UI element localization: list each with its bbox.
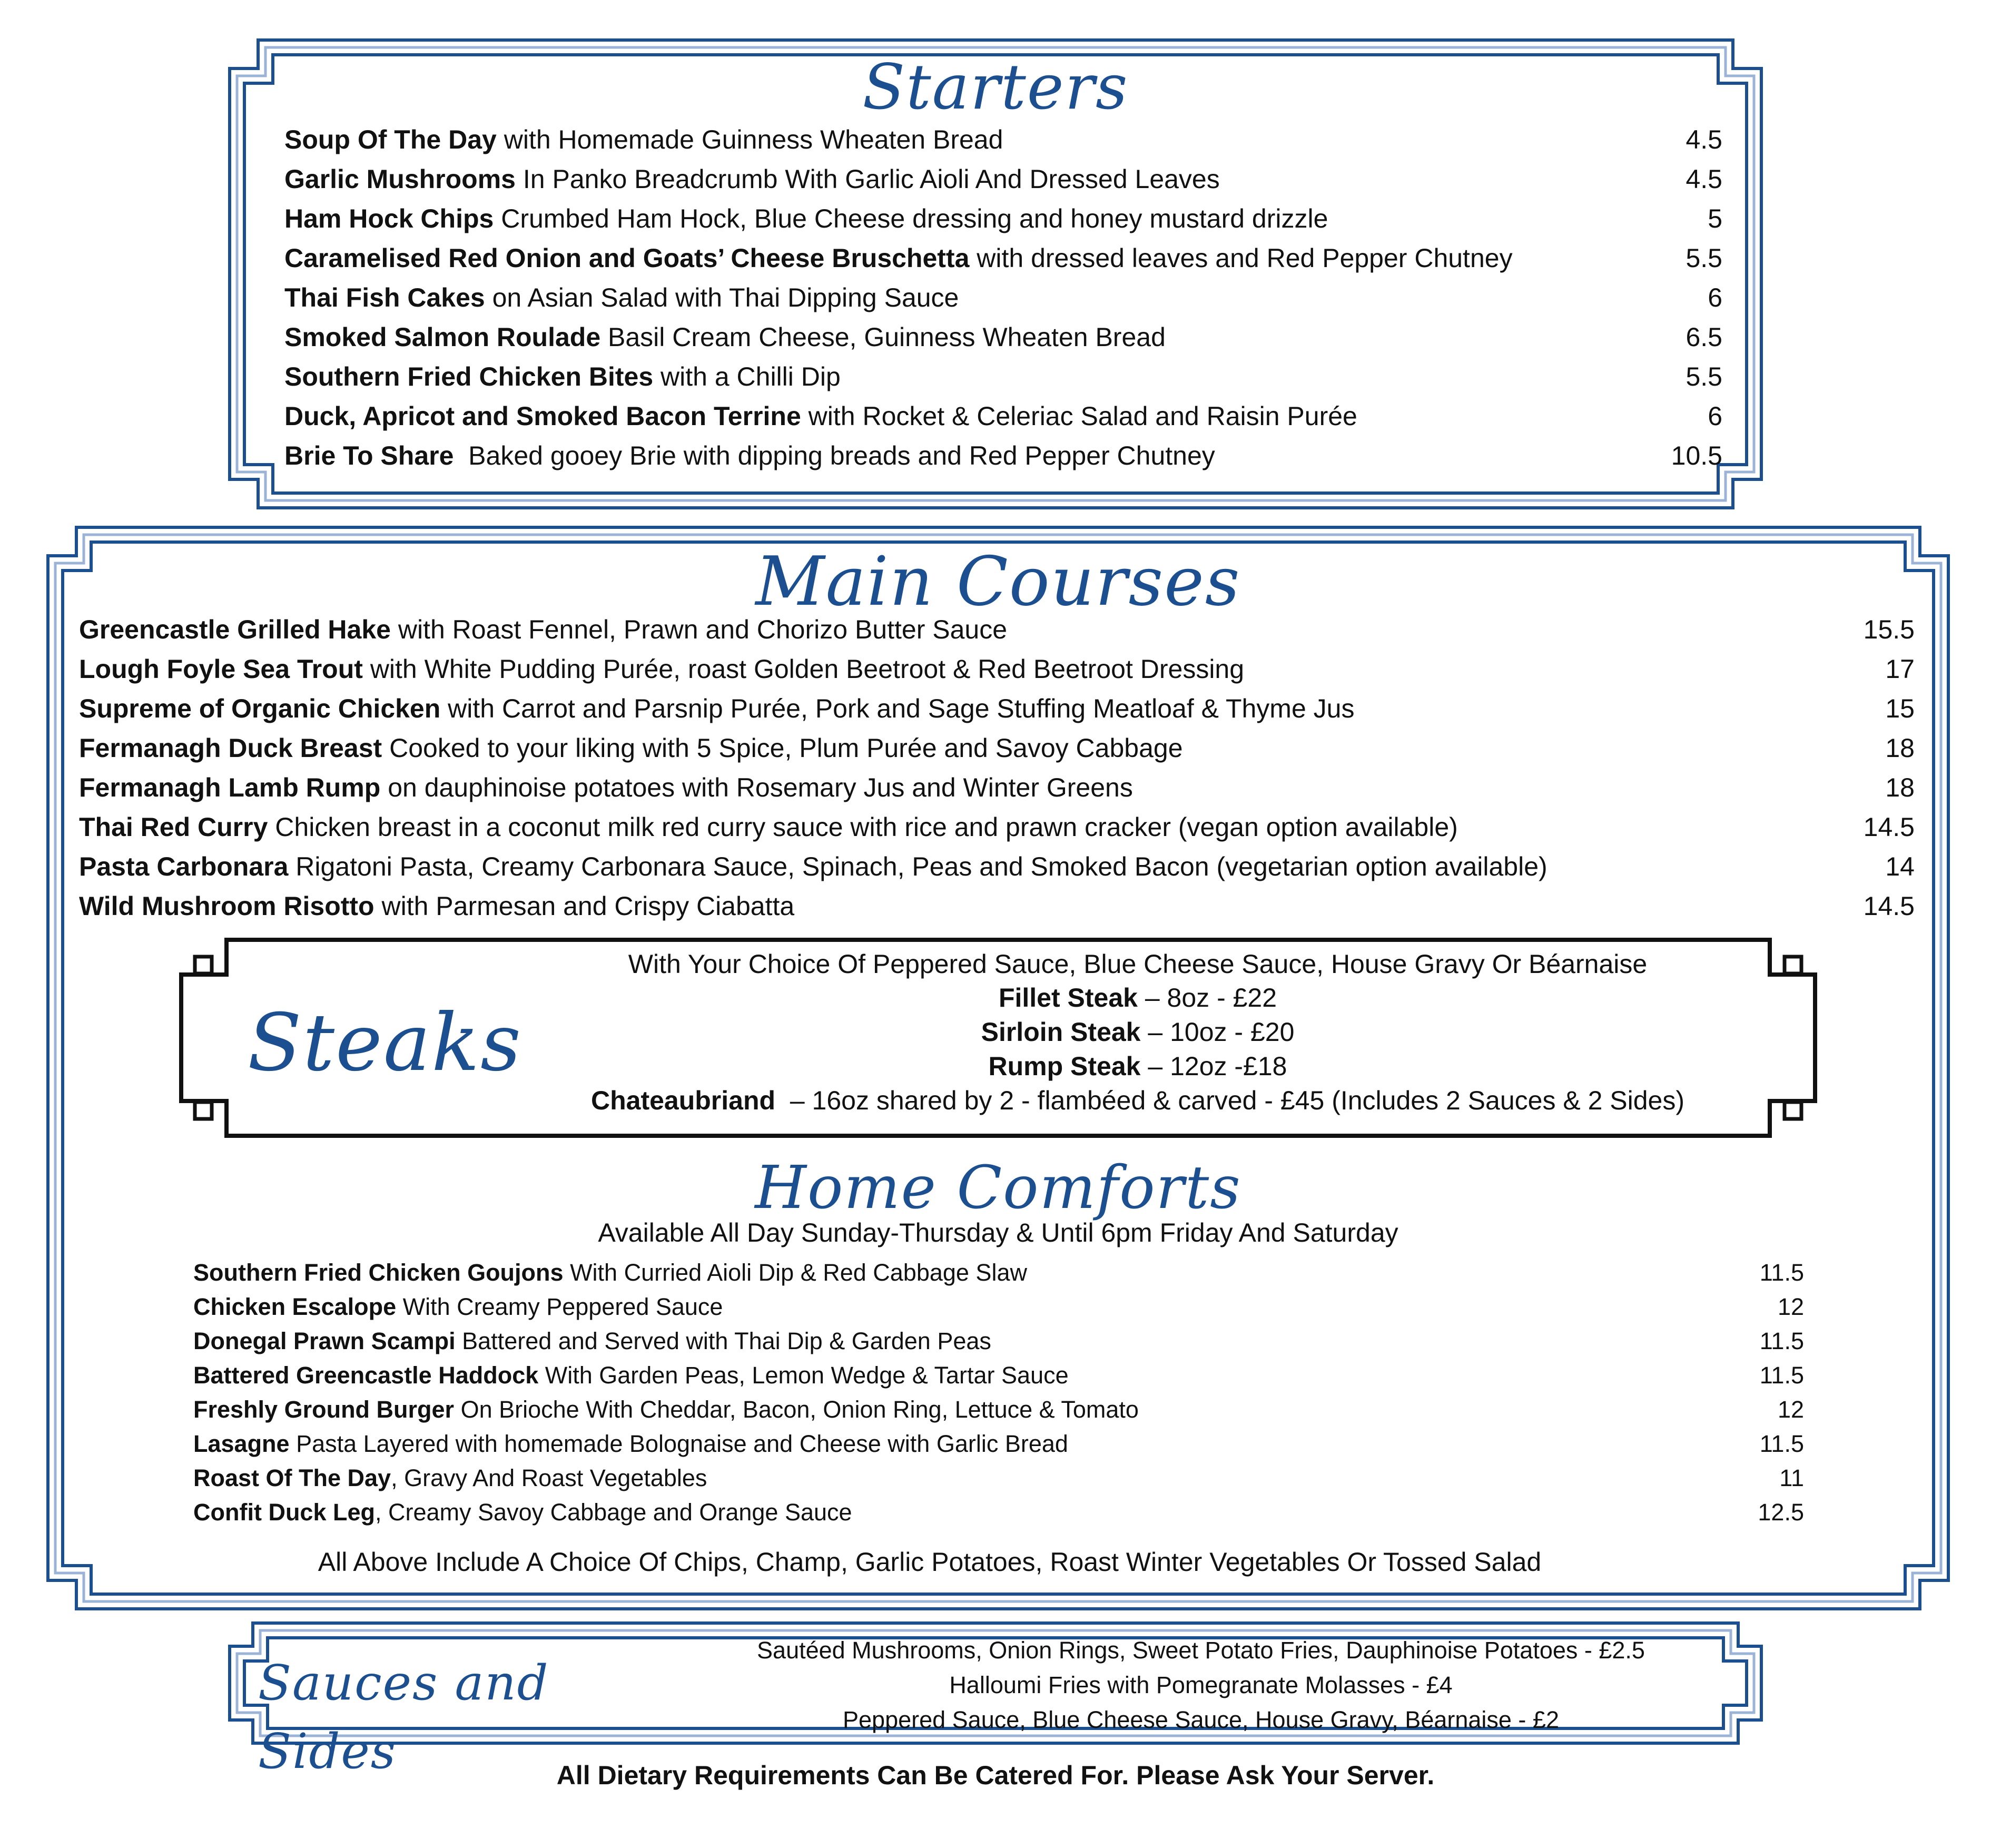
menu-item (193, 1292, 1668, 1322)
item-name: Donegal Prawn Scampi (193, 1328, 456, 1354)
steak-item (500, 1084, 1775, 1117)
menu-item (193, 1361, 1668, 1390)
menu-item (284, 440, 1654, 471)
steak-name: Sirloin Steak (981, 1017, 1141, 1047)
item-name: Supreme of Organic Chicken (79, 694, 441, 723)
item-name: Freshly Ground Burger (193, 1396, 455, 1423)
menu-item (193, 1498, 1668, 1527)
sides-line: Halloumi Fries with Pomegranate Molasses - £4 (949, 1672, 1453, 1698)
menu-item (79, 851, 1817, 882)
sauces-sides-title: Sauces and Sides (258, 1655, 549, 1780)
item-description: Cooked to your liking with 5 Spice, Plum Purée and Savoy Cabbage (382, 733, 1183, 763)
item-name: Brie To Share (284, 441, 454, 470)
menu-item (284, 242, 1654, 274)
item-description: with dressed leaves and Red Pepper Chutney (969, 243, 1513, 273)
steak-item (500, 1015, 1775, 1049)
item-price: 11.5 (1759, 1259, 1804, 1286)
dietary-footer-note: All Dietary Requirements Can Be Catered For. Please Ask Your Server. (556, 1761, 1435, 1790)
menu-item (79, 811, 1817, 843)
item-description: , Gravy And Roast Vegetables (391, 1464, 707, 1491)
item-name: Southern Fried Chicken Goujons (193, 1259, 564, 1286)
steaks-title: Steaks (248, 997, 523, 1089)
item-name: Wild Mushroom Risotto (79, 891, 374, 921)
item-description: In Panko Breadcrumb With Garlic Aioli And Dressed Leaves (516, 164, 1220, 194)
menu-item (79, 614, 1817, 645)
item-price: 10.5 (1671, 441, 1722, 470)
item-description: On Brioche With Cheddar, Bacon, Onion Ring, Lettuce & Tomato (454, 1396, 1139, 1423)
menu-item (193, 1395, 1668, 1424)
item-name: Roast Of The Day (193, 1464, 391, 1491)
menu-item (79, 890, 1817, 922)
home-comforts-subtitle: Available All Day Sunday-Thursday & Until 6pm Friday And Saturday (598, 1218, 1398, 1247)
item-name: Duck, Apricot and Smoked Bacon Terrine (284, 401, 801, 431)
menu-item (284, 361, 1654, 392)
item-description: with Parmesan and Crispy Ciabatta (374, 891, 795, 921)
item-price: 14.5 (1863, 812, 1915, 842)
steak-item (500, 1049, 1775, 1083)
menu-item (284, 163, 1654, 195)
home-comforts-footer: All Above Include A Choice Of Chips, Champ, Garlic Potatoes, Roast Winter Vegetables Or Tossed Salad (318, 1547, 1542, 1577)
starters-title: Starters (862, 51, 1129, 123)
item-description: with Carrot and Parsnip Purée, Pork and Sage Stuffing Meatloaf & Thyme Jus (440, 694, 1355, 723)
item-name: Lasagne (193, 1430, 290, 1457)
item-name: Soup Of The Day (284, 125, 497, 154)
menu-item (284, 203, 1654, 234)
item-price: 14.5 (1863, 891, 1915, 921)
item-price: 11 (1779, 1464, 1804, 1491)
item-description: With Curried Aioli Dip & Red Cabbage Slaw (563, 1259, 1027, 1286)
item-price: 18 (1885, 773, 1915, 802)
item-name: Chicken Escalope (193, 1293, 397, 1320)
menu-item (284, 321, 1654, 353)
item-description: With Creamy Peppered Sauce (396, 1293, 723, 1320)
steak-description: – 12oz -£18 (1140, 1051, 1287, 1081)
item-name: Thai Fish Cakes (284, 283, 485, 312)
steaks-box (179, 938, 1817, 1138)
menu-item (193, 1463, 1668, 1493)
item-price: 5.5 (1686, 243, 1722, 273)
item-name: Greencastle Grilled Hake (79, 615, 391, 644)
menu-item (79, 693, 1817, 724)
menu-item (79, 653, 1817, 685)
home-comforts-title: Home Comforts (755, 1154, 1241, 1222)
item-description: with Homemade Guinness Wheaten Bread (496, 125, 1003, 154)
item-description: With Garden Peas, Lemon Wedge & Tartar Sauce (538, 1362, 1069, 1389)
menu-item (79, 772, 1817, 803)
item-price: 4.5 (1686, 164, 1722, 194)
item-name: Pasta Carbonara (79, 852, 289, 881)
item-description: Battered and Served with Thai Dip & Garden Peas (455, 1328, 991, 1354)
item-price: 17 (1885, 654, 1915, 684)
item-description: Crumbed Ham Hock, Blue Cheese dressing and honey mustard drizzle (494, 204, 1328, 233)
steaks-intro: With Your Choice Of Peppered Sauce, Blue Cheese Sauce, House Gravy Or Béarnaise (628, 949, 1648, 979)
steak-description: – 16oz shared by 2 - flambéed & carved - £45 (Includes 2 Sauces & 2 Sides) (775, 1086, 1684, 1115)
item-description: with White Pudding Purée, roast Golden Beetroot & Red Beetroot Dressing (362, 654, 1245, 684)
menu-item (193, 1258, 1668, 1287)
menu-item (284, 400, 1654, 432)
sides-line: Peppered Sauce, Blue Cheese Sauce, House Gravy, Béarnaise - £2 (843, 1706, 1559, 1733)
sides-line: Sautéed Mushrooms, Onion Rings, Sweet Potato Fries, Dauphinoise Potatoes - £2.5 (757, 1637, 1645, 1664)
item-description: , Creamy Savoy Cabbage and Orange Sauce (375, 1499, 852, 1526)
menu-item (193, 1429, 1668, 1459)
item-price: 15.5 (1863, 615, 1915, 644)
item-description: Rigatoni Pasta, Creamy Carbonara Sauce, Spinach, Peas and Smoked Bacon (vegetarian option available) (288, 852, 1548, 881)
main-courses-title: Main Courses (755, 543, 1241, 621)
item-description: with a Chilli Dip (653, 362, 841, 391)
item-description: on dauphinoise potatoes with Rosemary Jus and Winter Greens (380, 773, 1133, 802)
menu-item (284, 282, 1654, 313)
item-name: Fermanagh Duck Breast (79, 733, 382, 763)
item-price: 11.5 (1759, 1328, 1804, 1354)
steak-item (500, 981, 1775, 1015)
item-description: Baked gooey Brie with dipping breads and Red Pepper Chutney (454, 441, 1215, 470)
item-name: Caramelised Red Onion and Goats’ Cheese Bruschetta (284, 243, 970, 273)
steak-name: Rump Steak (988, 1051, 1141, 1081)
item-description: Pasta Layered with homemade Bolognaise and Cheese with Garlic Bread (289, 1430, 1068, 1457)
item-price: 12.5 (1758, 1499, 1804, 1526)
item-name: Ham Hock Chips (284, 204, 494, 233)
item-price: 18 (1885, 733, 1915, 763)
item-description: on Asian Salad with Thai Dipping Sauce (485, 283, 959, 312)
main-courses-section (45, 524, 1951, 1612)
item-price: 5 (1708, 204, 1722, 233)
item-name: Lough Foyle Sea Trout (79, 654, 363, 684)
item-price: 12 (1777, 1396, 1804, 1423)
steak-description: – 8oz - £22 (1137, 983, 1277, 1013)
menu-item (79, 732, 1817, 764)
item-price: 6 (1708, 401, 1722, 431)
item-price: 11.5 (1759, 1362, 1804, 1389)
item-description: Chicken breast in a coconut milk red curry sauce with rice and prawn cracker (vegan option available) (268, 812, 1458, 842)
item-description: Basil Cream Cheese, Guinness Wheaten Bread (600, 322, 1166, 352)
item-name: Thai Red Curry (79, 812, 268, 842)
item-name: Southern Fried Chicken Bites (284, 362, 654, 391)
item-price: 14 (1885, 852, 1915, 881)
item-price: 5.5 (1686, 362, 1722, 391)
menu-item (284, 124, 1654, 155)
item-price: 12 (1777, 1293, 1804, 1320)
item-price: 4.5 (1686, 125, 1722, 154)
item-name: Confit Duck Leg (193, 1499, 375, 1526)
starters-section (226, 37, 1765, 511)
item-description: with Roast Fennel, Prawn and Chorizo Butter Sauce (390, 615, 1008, 644)
item-price: 6 (1708, 283, 1722, 312)
item-price: 6.5 (1686, 322, 1722, 352)
steak-name: Fillet Steak (998, 983, 1138, 1013)
item-name: Smoked Salmon Roulade (284, 322, 601, 352)
menu-item (193, 1326, 1668, 1356)
item-description: with Rocket & Celeriac Salad and Raisin Purée (801, 401, 1357, 431)
item-name: Fermanagh Lamb Rump (79, 773, 381, 802)
steak-description: – 10oz - £20 (1140, 1017, 1295, 1047)
item-price: 11.5 (1759, 1430, 1804, 1457)
item-name: Garlic Mushrooms (284, 164, 516, 194)
item-price: 15 (1885, 694, 1915, 723)
steak-name: Chateaubriand (590, 1086, 776, 1115)
item-name: Battered Greencastle Haddock (193, 1362, 539, 1389)
